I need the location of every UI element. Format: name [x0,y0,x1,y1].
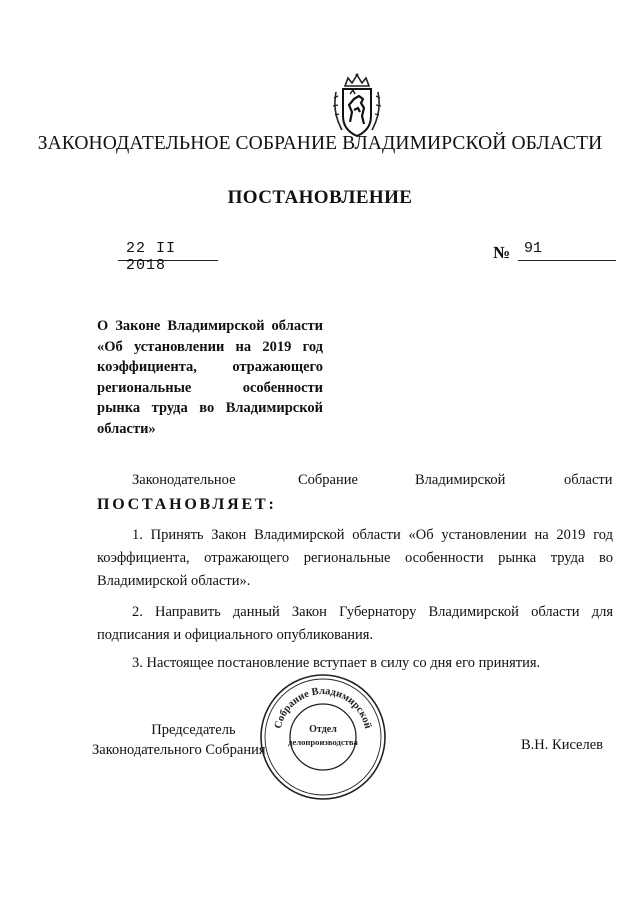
intro-word: области [564,472,613,488]
date-field [118,240,218,274]
intro-word: Собрание [298,472,358,488]
intro-word: Законодательное [132,472,236,488]
stamp-outer-text: Собрание Владимирской [272,685,374,730]
signatory-title [92,720,266,760]
point-3: 3. Настоящее постановление вступает в силу со дня его принятия. [132,655,541,671]
number-value: 91 [524,240,543,257]
document-type: ПОСТАНОВЛЕНИЕ [227,187,413,208]
document-subject: О Законе Владимирской области «Об установлении на 2019 год коэффициента, отражающего региональные особенности рынка труда во Владимирской области» [97,318,323,437]
signatory-title-line: Законодательного Собрания [92,742,266,758]
point-1: 1. Принять Закон Владимирской области «Об установлении на 2019 год коэффициента, отражающего региональные особенности рынка труда во Владимирской области». [97,527,613,589]
coat-of-arms-icon [328,72,386,142]
stamp-inner-line: Отдел [309,724,337,735]
number-field [518,240,616,261]
stamp-inner-line: делопроизводства [288,737,358,747]
official-stamp [258,672,388,802]
date-value: 22 II 2018 [126,240,177,274]
signatory-title-line: Председатель [151,722,236,738]
point-2: 2. Направить данный Закон Губернатору Владимирской области для подписания и официального опубликования. [97,604,613,643]
resolves-heading: ПОСТАНОВЛЯЕТ: [97,496,277,513]
signatory-name: В.Н. Киселев [521,737,604,753]
legislature-title: ЗАКОНОДАТЕЛЬНОЕ СОБРАНИЕ ВЛАДИМИРСКОЙ ОБЛАСТИ [37,133,603,154]
number-sign: № [493,243,511,262]
intro-word: Владимирской [415,472,506,488]
